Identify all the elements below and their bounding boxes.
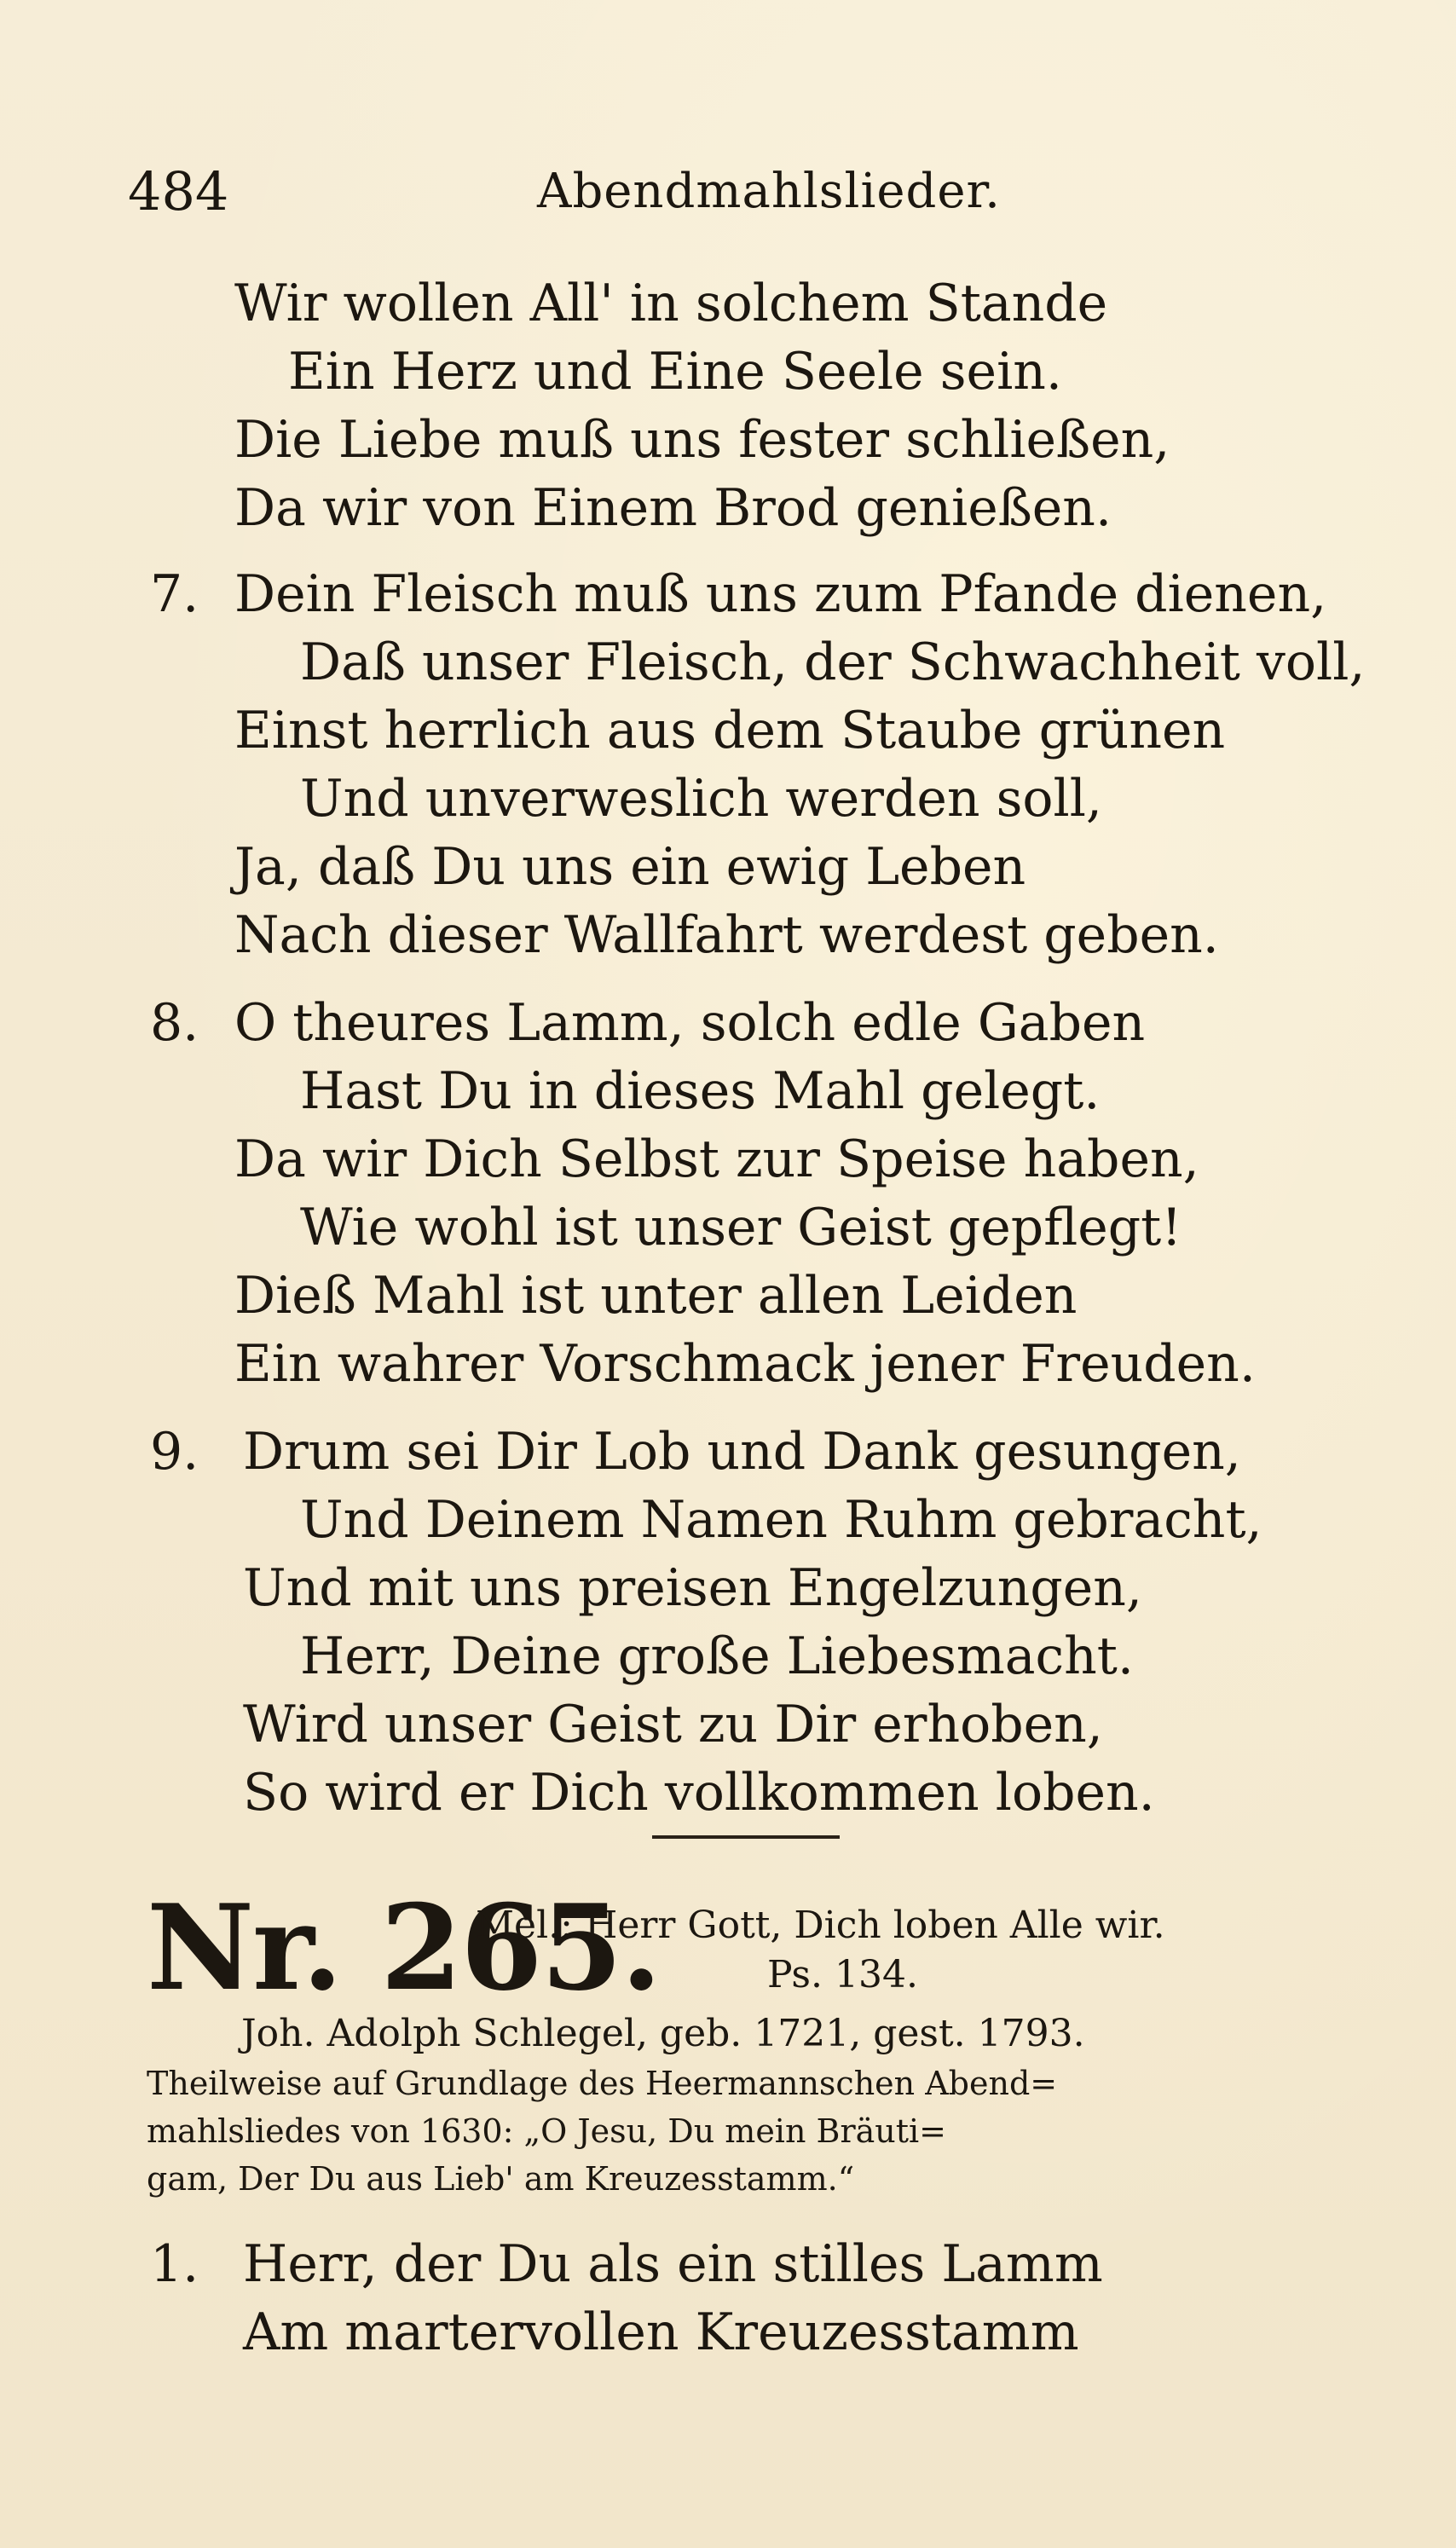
running-title: Abendmahlslieder.	[537, 164, 1001, 219]
melody-line: Mel.: Herr Gott, Dich loben Alle wir.	[476, 1904, 1165, 1947]
verse-line: Dieß Mahl ist unter allen Leiden	[234, 1266, 1078, 1326]
stanza-number: 1.	[150, 2234, 199, 2294]
page-header	[128, 162, 1364, 222]
verse-line: Da wir von Einem Brod genießen.	[234, 478, 1112, 538]
verse-line: Herr, der Du als ein stilles Lamm	[243, 2234, 1103, 2294]
psalm-reference: Ps. 134.	[767, 1953, 918, 1996]
verse-line: Daß unser Fleisch, der Schwachheit voll,	[300, 633, 1366, 692]
verse-line: Wir wollen All' in solchem Stande	[234, 274, 1108, 333]
source-note-line: gam, Der Du aus Lieb' am Kreuzesstamm.“	[147, 2160, 855, 2198]
verse-line: Hast Du in dieses Mahl gelegt.	[300, 1061, 1101, 1121]
verse-line: Wie wohl ist unser Geist gepflegt!	[300, 1198, 1182, 1257]
verse-line: Da wir Dich Selbst zur Speise haben,	[234, 1130, 1199, 1189]
verse-line: Herr, Deine große Liebesmacht.	[300, 1626, 1134, 1686]
verse-line: Wird unser Geist zu Dir erhoben,	[243, 1695, 1103, 1754]
verse-line: Und mit uns preisen Engelzungen,	[243, 1558, 1142, 1618]
page-number: 484	[128, 160, 229, 222]
verse-line: Drum sei Dir Lob und Dank gesungen,	[243, 1422, 1241, 1482]
stanza-number: 7.	[150, 564, 199, 624]
verse-line: So wird er Dich vollkommen loben.	[243, 1763, 1155, 1823]
verse-line: Dein Fleisch muß uns zum Pfande dienen,	[234, 564, 1327, 624]
verse-line: Und Deinem Namen Ruhm gebracht,	[300, 1490, 1262, 1550]
verse-line: Die Liebe muß uns fester schließen,	[234, 410, 1170, 470]
stanza-number: 9.	[150, 1422, 199, 1482]
verse-line: Ja, daß Du uns ein ewig Leben	[234, 837, 1026, 897]
source-note-line: Theilweise auf Grundlage des Heermannschen Abend=	[147, 2065, 1058, 2102]
source-note-line: mahlsliedes von 1630: „O Jesu, Du mein Bräuti=	[147, 2112, 946, 2150]
author-line: Joh. Adolph Schlegel, geb. 1721, gest. 1793.	[241, 2012, 1085, 2055]
verse-line: Nach dieser Wallfahrt werdest geben.	[234, 905, 1219, 965]
stanza-number: 8.	[150, 993, 199, 1053]
verse-line: Ein wahrer Vorschmack jener Freuden.	[234, 1334, 1256, 1394]
verse-line: Einst herrlich aus dem Staube grünen	[234, 701, 1226, 760]
hymn-number: Nr. 265.	[147, 1878, 661, 2017]
verse-line: O theures Lamm, solch edle Gaben	[234, 993, 1146, 1053]
section-divider	[652, 1835, 840, 1839]
verse-line: Ein Herz und Eine Seele sein.	[288, 342, 1062, 402]
verse-line: Am martervollen Kreuzesstamm	[243, 2302, 1079, 2362]
verse-line: Und unverweslich werden soll,	[300, 769, 1102, 829]
